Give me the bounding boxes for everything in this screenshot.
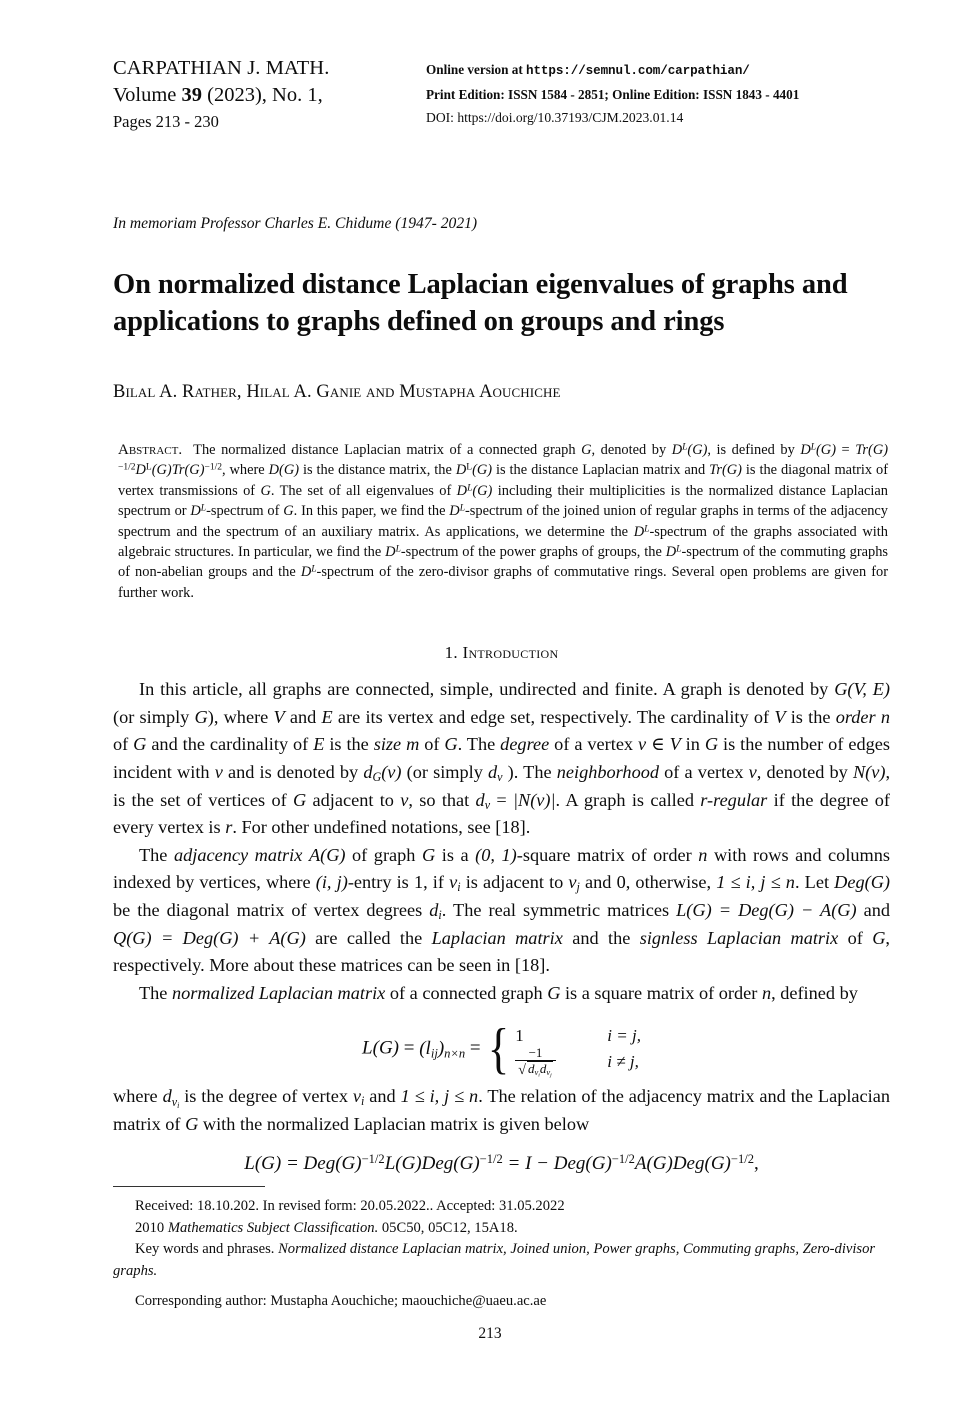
equation-normalized-laplacian-definition: $L(G) = (l_{ij})_{n\times n}$ = { 1 i = j, $\frac{-1}{√ d_{v_i}d_{v_j}}$ i ≠ j, — [362, 1017, 641, 1080]
page-content — [113, 0, 890, 1187]
volume-number: 39 — [181, 84, 203, 106]
abstract-block: Abstract. The normalized distance Laplacian matrix of a connected graph G, denoted by $D^L(G)$, is de​fined by $D^L(G) = Tr(G)^{-1/2}D^L(G)Tr(G)^{-1/2}$, where D(G) is the distance matrix, the $D^L(G)$ is the distance Laplacian matrix and Tr(G) is the diagonal matrix of vertex transmissions of G. The set of all eigenvalues of $D^L(G)$ including their multiplicities is the normalized distance Laplacian spectrum or $D^L$-spectrum of G. In this paper, we find the $D^L$-spectrum of the joined union of regular graphs in terms of the adjacency spectrum and the spectrum of an auxiliary matrix. As applications, we determine the $D^L$-spectrum of the graphs associated with algebraic structures. In particular, we find the $D^L$-spectrum of the power graphs of groups, the $D^L$-spectrum of the commuting graphs of non-abelian groups and the $D^L$-spectrum of the zero-divisor graphs of commutative rings. Several open problems are given for further work. — [118, 442, 889, 601]
section-number: 1. — [444, 643, 458, 663]
footnote-rule — [113, 1186, 265, 1187]
issn-line: Print Edition: ISSN 1584 - 2851; Online Edition: ISSN 1843 - 4401 — [426, 87, 800, 102]
footnote-msc — [113, 1218, 895, 1240]
footnote-spacer — [113, 1282, 895, 1291]
journal-pages: Pages 213 - 230 — [113, 112, 219, 131]
keywords-label: Key words and phrases. — [135, 1241, 279, 1258]
footnote-block — [113, 1186, 895, 1313]
section-name: Introduction — [462, 643, 559, 663]
msc-codes: 05C50, 05C12, 15A18. — [378, 1219, 518, 1236]
abstract-label: Abstract. — [118, 442, 183, 458]
case-1-condition: i = j, — [607, 1026, 641, 1046]
equation-normalized-laplacian-relation: $L(G) = Deg(G)^{-1/2}L(G)Deg(G)^{-1/2} = I - Deg(G)^{-1/2}A(G)Deg(G)^{-1/2}$, — [244, 1151, 759, 1174]
page-number: 213 — [478, 1325, 502, 1342]
online-version-url[interactable]: https://semnul.com/carpathian/ — [526, 64, 750, 78]
keywords-value: Normalized distance Laplacian matrix, Joined union, Power graphs, Commuting graphs, Zero-divisor graphs. — [113, 1241, 876, 1279]
online-version-label: Online version at — [426, 62, 527, 77]
case-2-value: $\frac{-1}{√ d_{v_i}d_{v_j}}$ — [515, 1046, 607, 1079]
body-paragraph-1: In this article, all graphs are connected, simple, undirected and finite. A graph is de​noted by G(V, E) (or simply G), where V and E are its vertex and edge set, respectively. The cardinality of V is the order n of G and the cardinality of E is the size m of G. The degree of a vertex v ∈ V in G is the number of edges incident with v and is denoted by $d_G(v)$ (or simply $d_v$ ). The neighborhood of a vertex v, denoted by N(v), is the set of vertices of G adjacent to v, so that $d_v = |N(v)|$. A graph is called r-regular if the degree of every vertex is r. For other undefined notations, see [18]. — [113, 679, 891, 838]
footnote-corresponding-author: Corresponding author: Mustapha Aouchiche; maouchiche@uaeu.ac.ae — [135, 1293, 547, 1310]
doi-line[interactable]: DOI: https://doi.org/10.37193/CJM.2023.01.14 — [426, 110, 684, 125]
journal-name: CARPATHIAN J. MATH. — [113, 57, 330, 79]
masthead-right — [426, 58, 896, 129]
memoriam-note: In memoriam Professor Charles E. Chidume (1947- 2021) — [113, 215, 478, 232]
masthead — [113, 0, 890, 160]
left-brace-glyph: { — [488, 1017, 510, 1080]
online-version-line — [426, 58, 896, 83]
msc-year: 2010 — [135, 1219, 168, 1236]
case-2-condition: i ≠ j, — [607, 1052, 639, 1072]
case-1-value: 1 — [515, 1026, 524, 1046]
volume-prefix: Volume — [113, 84, 182, 106]
section-heading — [113, 643, 890, 663]
page-title: On normalized distance Laplacian eigenvalues of graphs and applications to graphs defined on groups and rings — [113, 269, 848, 337]
body-paragraph-2: The adjacency matrix A(G) of graph G is a (0, 1)-square matrix of order n with rows and columns indexed by vertices, where (i, j)-entry is 1, if $v_i$ is adjacent to $v_j$ and 0, otherwise, 1 ≤ i, j ≤ n. Let Deg(G) be the diagonal matrix of vertex degrees $d_i$. The real symmetric matrices L(G) = Deg(G) − A(G) and Q(G) = Deg(G) + A(G) are called the Laplacian matrix and the signless Laplacian matrix of G, respectively. More about these matrices can be seen in [18]. — [113, 844, 891, 976]
masthead-left — [113, 55, 413, 134]
author-list: Bilal A. Rather, Hilal A. Ganie and Mustapha Aouchiche — [113, 382, 561, 402]
journal-volume-line — [113, 82, 413, 109]
footnote-keywords — [113, 1239, 895, 1282]
volume-suffix: (2023), No. 1, — [202, 84, 323, 106]
body-paragraph-4: where $d_{v_i}$ is the degree of vertex $v_i$ and 1 ≤ i, j ≤ n. The relation of the adjacency matrix and the Laplacian matrix of G with the normalized Laplacian matrix is given below — [113, 1086, 890, 1134]
msc-label: Mathematics Subject Classification. — [167, 1219, 379, 1236]
footnote-received: Received: 18.10.202. In revised form: 20.05.2022.. Accepted: 31.05.2022 — [135, 1198, 565, 1214]
body-paragraph-3: The normalized Laplacian matrix of a connected graph G is a square matrix of order n, defined by — [139, 982, 858, 1003]
